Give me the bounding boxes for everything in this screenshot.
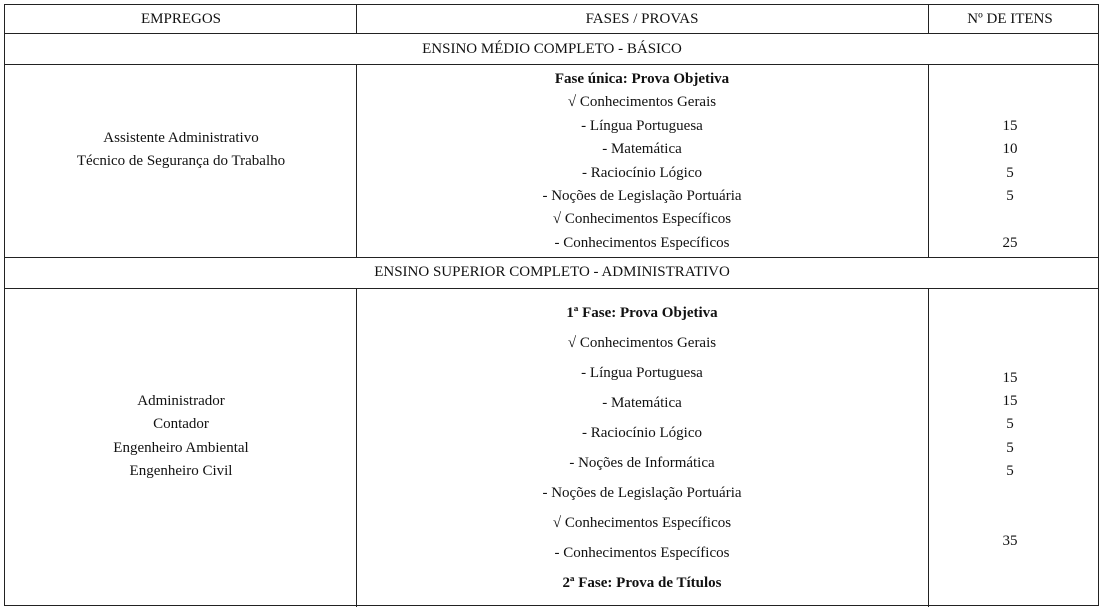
fase-item: - Raciocínio Lógico [582,425,702,441]
itens-value: 5 [1006,165,1014,181]
section-title: ENSINO MÉDIO COMPLETO - BÁSICO [422,41,682,57]
column-rule [928,288,929,607]
fase-item: √ Conhecimentos Gerais [567,94,717,110]
table-rule [5,64,1098,65]
section-title: ENSINO SUPERIOR COMPLETO - ADMINISTRATIVO [374,264,730,280]
fase-item: - Conhecimentos Específicos [554,545,730,561]
fase-item: - Noções de Informática [569,455,715,471]
header-empregos: EMPREGOS [140,11,222,27]
itens-value: 5 [1006,188,1014,204]
itens-value: 25 [1002,235,1018,251]
header-itens: Nº DE ITENS [967,11,1053,27]
emprego-item: Administrador [137,393,225,409]
itens-value: 10 [1002,141,1018,157]
table-rule [5,257,1098,258]
column-rule [928,64,929,257]
itens-value: 15 [1002,118,1018,134]
fase-item: - Conhecimentos Específicos [554,235,730,251]
emprego-item: Engenheiro Ambiental [113,440,249,456]
fase-heading: 1ª Fase: Prova Objetiva [566,305,718,321]
fase-heading: 2ª Fase: Prova de Títulos [562,575,722,591]
emprego-item: Técnico de Segurança do Trabalho [76,153,286,169]
column-rule [356,288,357,607]
fase-item: √ Conhecimentos Gerais [567,335,717,351]
fase-heading: Fase única: Prova Objetiva [554,71,730,87]
emprego-item: Engenheiro Civil [129,463,233,479]
emprego-item: Assistente Administrativo [103,130,259,146]
itens-value: 35 [1002,533,1018,549]
exam-table [4,4,1099,606]
fase-item: - Raciocínio Lógico [582,165,702,181]
itens-value: 5 [1006,416,1014,432]
fase-item: - Língua Portuguesa [581,365,703,381]
itens-value: 15 [1002,370,1018,386]
header-fases: FASES / PROVAS [585,11,699,27]
emprego-item: Contador [153,416,209,432]
fase-item: - Matemática [602,395,682,411]
itens-value: 15 [1002,393,1018,409]
itens-value: 5 [1006,440,1014,456]
table-rule [5,33,1098,34]
fase-item: - Língua Portuguesa [581,118,703,134]
column-rule [356,5,357,33]
fase-item: - Matemática [602,141,682,157]
column-rule [356,64,357,257]
column-rule [928,5,929,33]
fase-item: √ Conhecimentos Específicos [552,515,732,531]
fase-item: - Noções de Legislação Portuária [542,485,742,501]
table-rule [5,288,1098,289]
fase-item: √ Conhecimentos Específicos [552,211,732,227]
itens-value: 5 [1006,463,1014,479]
fase-item: - Noções de Legislação Portuária [542,188,742,204]
